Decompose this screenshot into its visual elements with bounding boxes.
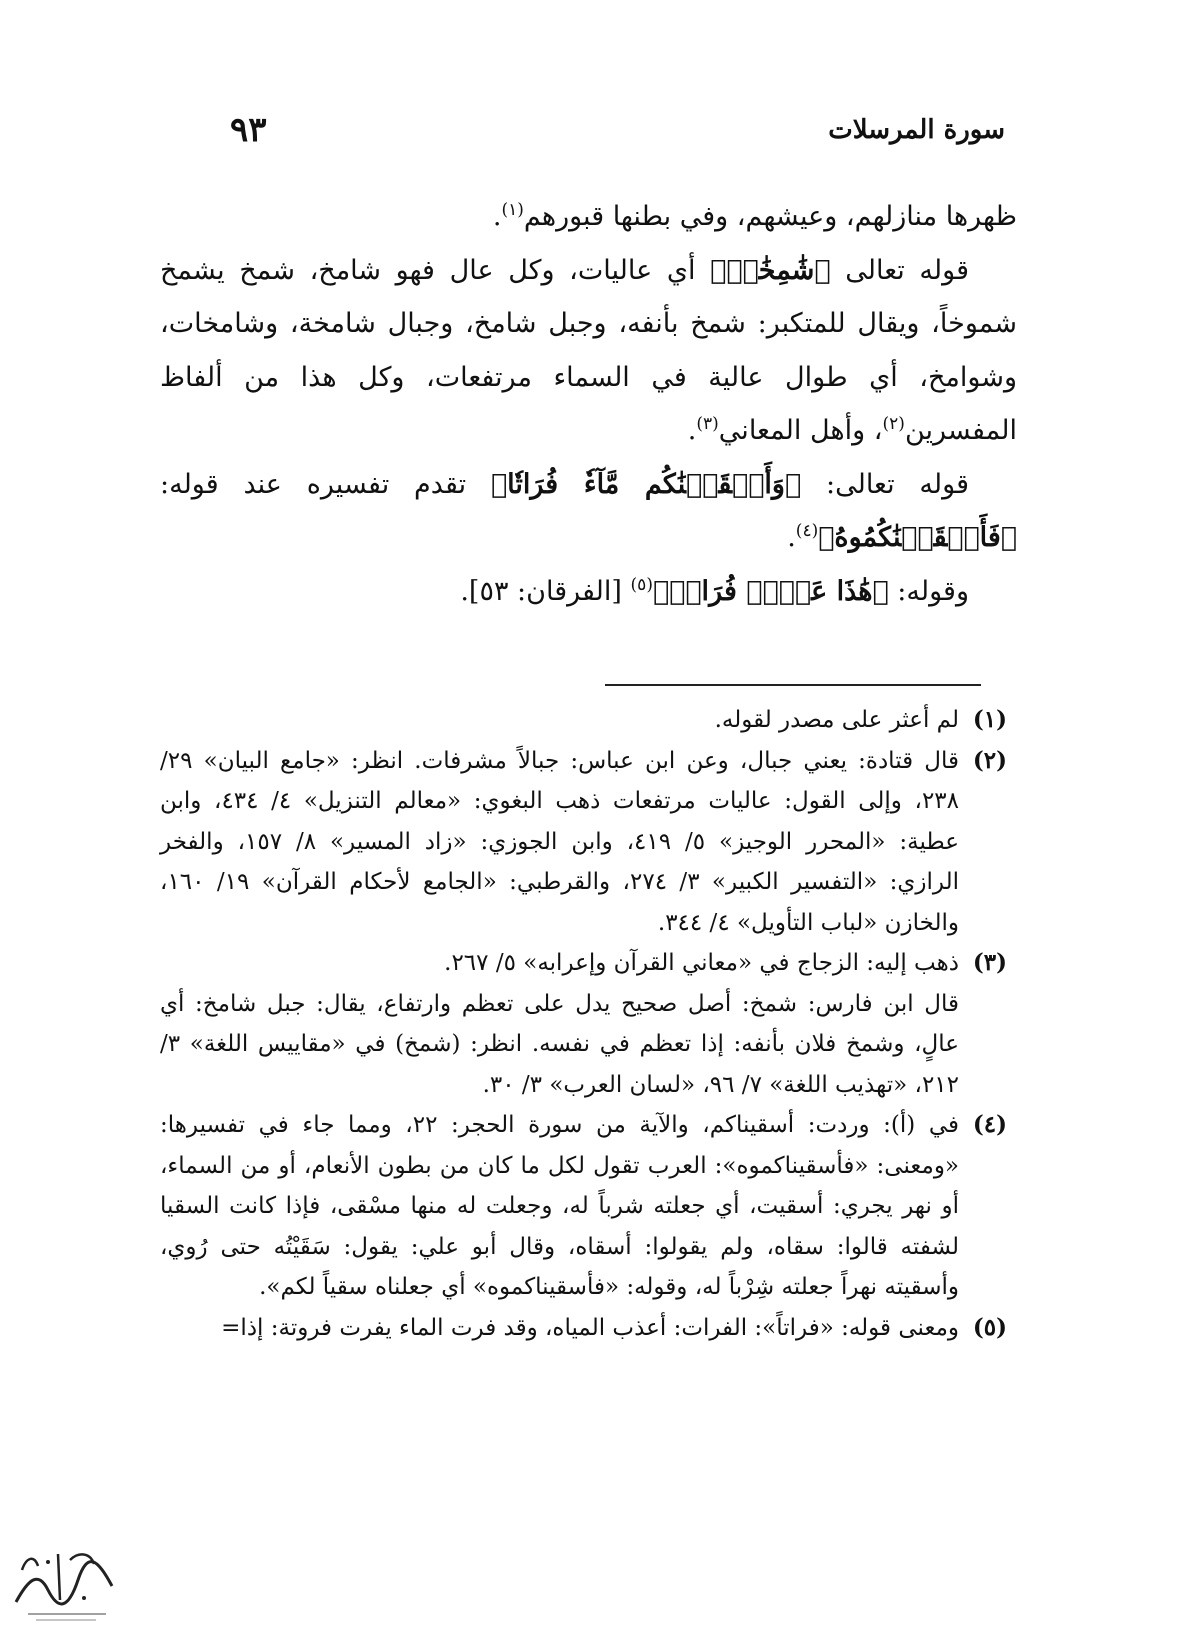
footnote-number: (٥) — [972, 1313, 1007, 1341]
footnote-ref: (١) — [501, 200, 524, 220]
footnote-paragraph: ذهب إليه: الزجاج في «معاني القرآن وإعرابه» ٥/ ٢٦٧. — [444, 950, 959, 976]
page-header — [230, 108, 1005, 152]
calligraphy-stamp-icon — [8, 1540, 120, 1626]
footnote-number: (٣) — [972, 949, 1007, 976]
paragraph-2 — [160, 244, 1017, 458]
page-number: ٩٣ — [230, 110, 267, 150]
footnote-number: (٢) — [972, 746, 1007, 774]
running-title: سورة المرسلات — [828, 115, 1005, 145]
text-span: أي عاليات، وكل عال فهو شامخ، شمخ يشمخ شموخاً، ويقال للمتكبر: شمخ بأنفه، وجبل شامخ، وجبال شامخة، وشامخات، وشوامخ، أي طوال عالية في السماء مرتفعات، وكل هذا من ألفاظ المفسرين — [160, 254, 1017, 446]
quran-verse: ﴿هَٰذَا عَذۡبٞ فُرَاتٞ﴾ — [652, 575, 889, 607]
footnote-ref: (٣) — [696, 414, 719, 434]
footnote-text — [160, 1105, 959, 1308]
text-span: ظهرها منازلهم، وعيشهم، وفي بطنها قبورهم — [523, 201, 1017, 232]
paragraph-4 — [160, 565, 1017, 619]
footnote-ref: (٥) — [630, 574, 653, 595]
footnotes — [160, 700, 1007, 1348]
footnote-paragraph: ومعنى قوله: «فراتاً»: الفرات: أعذب المياه، وقد فرت الماء يفرت فروتة: إذا= — [221, 1314, 959, 1341]
footnote-4 — [160, 1105, 1007, 1308]
footnote-3 — [160, 943, 1007, 1105]
footnote-2 — [160, 741, 1007, 944]
footnote-paragraph: قال ابن فارس: شمخ: أصل صحيح يدل على تعظم وارتفاع، يقال: جبل شامخ: أي عالٍ، وشمخ فلان بأنفه: إذا تعظم في نفسه. انظر: (شمخ) في «مقاييس اللغة» ٣/ ٢١٢، «تهذيب اللغة» ٧/ ٩٦، «لسان العرب» ٣/ ٣٠. — [160, 990, 959, 1098]
text-span: . — [787, 522, 796, 553]
footnote-number: (١) — [972, 706, 1007, 733]
text-span: قوله تعالى: — [826, 468, 969, 500]
paragraph-3 — [160, 458, 1017, 565]
main-text — [160, 190, 1017, 618]
quran-verse: ﴿وَأَسۡقَيۡنَٰكُم مَّآءٗ فُرَاتٗا﴾ — [490, 468, 802, 500]
footnote-text — [160, 1308, 959, 1349]
footnote-ref: (٢) — [882, 414, 905, 434]
footnote-number: (٤) — [972, 1111, 1007, 1138]
text-span: ، وأهل المعاني — [718, 415, 883, 446]
text-span: . — [492, 201, 502, 232]
text-span: وقوله: — [897, 575, 969, 607]
footnote-ref: (٤) — [795, 521, 819, 541]
footnote-text — [160, 741, 959, 944]
footnote-paragraph: لم أعثر على مصدر لقوله. — [714, 707, 959, 733]
text-span: . — [687, 415, 697, 446]
footnote-text — [160, 700, 959, 741]
text-span: قوله تعالى — [845, 254, 969, 286]
citation: [الفرقان: ٥٣]. — [460, 575, 622, 607]
footnote-1 — [160, 700, 1007, 741]
paragraph-1 — [160, 190, 1017, 244]
quran-verse: ﴿شَٰمِخَٰتٖ﴾ — [710, 254, 831, 286]
footnote-paragraph: في (أ): وردت: أسقيناكم، والآية من سورة الحجر: ٢٢، ومما جاء في تفسيرها: «ومعنى: «فأسقيناكموه»: العرب تقول لكل ما كان من بطون الأنعام، أو من السماء، أو نهر يجري: أسقيت، أي جعلته شرباً له، وجعلت له منها مسْقى، فإذا كانت السقيا لشفته قالوا: سقاه، ولم يقولوا: أسقاه، وقال أبو علي: يقول: سَقَيْتُه حتى رُوي، وأسقيته نهراً جعلته شِرْباً له، وقوله: «فأسقيناكموه» أي جعلناه سقياً لكم». — [160, 1112, 959, 1300]
footnote-5 — [160, 1308, 1007, 1349]
footnote-text — [160, 943, 959, 1105]
text-span: تقدم تفسيره عند قوله: — [160, 468, 467, 500]
footnote-paragraph: قال قتادة: يعني جبال، وعن ابن عباس: جبالاً مشرفات. انظر: «جامع البيان» ٢٩/ ٢٣٨، وإلى القول: عاليات مرتفعات ذهب البغوي: «معالم التنزيل» ٤/ ٤٣٤، وابن عطية: «المحرر الوجيز» ٥/ ٤١٩، وابن الجوزي: «زاد المسير» ٨/ ١٥٧، والفخر الرازي: «التفسير الكبير» ٣/ ٢٧٤، والقرطبي: «الجامع لأحكام القرآن» ١٩/ ١٦٠، والخازن «لباب التأويل» ٤/ ٣٤٤. — [160, 747, 959, 936]
footnote-separator — [605, 684, 981, 686]
quran-verse: ﴿فَأَسۡقَيۡنَٰكُمُوهُ﴾ — [818, 522, 1017, 553]
